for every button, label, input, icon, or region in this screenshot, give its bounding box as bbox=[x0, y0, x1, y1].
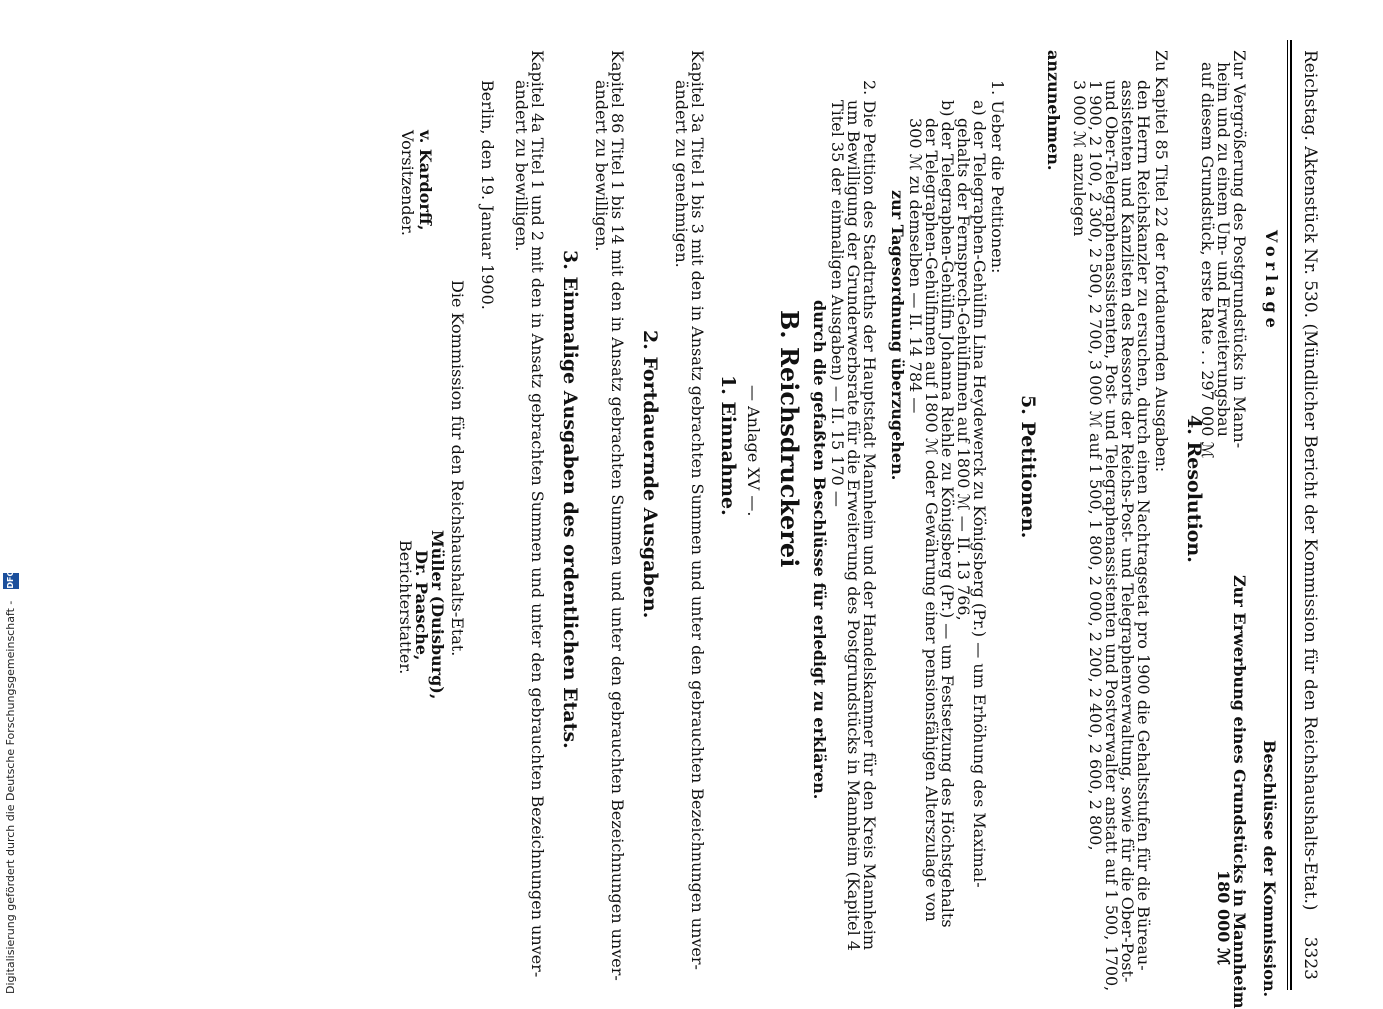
chair-role: Vorsitzender. bbox=[398, 130, 417, 237]
beschluesse-title: Beschlüsse der Kommission. bbox=[1260, 740, 1279, 998]
petition-2-line-1: 2. Die Petition des Stadtraths der Hauptstadt Mannheim und der Handelskammer für den Kreis Mannheim bbox=[860, 80, 879, 950]
footer-text: Digitalisierung gefördert durch die Deutsche Forschungsgemeinschaft - bbox=[4, 600, 17, 994]
petition-2-line-3: Titel 35 der einmaligen Ausgaben) — II. 15 170 — bbox=[828, 100, 847, 507]
closing-commission: Die Kommission für den Reichshaushalts-Etat. bbox=[448, 280, 467, 657]
section-b-1-line-1: Kapitel 3a Titel 1 bis 3 mit den in Ansatz gebrachten Summen und unter den gebrauchten Bezeichnungen unver- bbox=[688, 50, 707, 970]
resolution-line-3: assistenten und Kanzlisten des Ressorts der Reichs-Post- und Telegraphenverwaltung, sowie für die Ober-Post- bbox=[1118, 80, 1137, 983]
section-b-heading: B. Reichsdruckerei bbox=[775, 310, 804, 568]
vorlage-title: Vorlage bbox=[1262, 230, 1281, 333]
resolution-line-1: Zu Kapitel 85 Titel 22 der fortdauernden Ausgaben: bbox=[1152, 50, 1171, 473]
petition-1b-line-1: b) der Telegraphen-Gehülfin Johanna Riehle zu Königsberg (Pr.) — um Festsetzung des Höchstgehalts bbox=[938, 100, 957, 928]
resolution-line-7: anzunehmen. bbox=[1044, 50, 1063, 171]
section-b-3-line-2: ändert zu bewilligen. bbox=[512, 80, 531, 252]
dfg-logo: DFG bbox=[3, 573, 19, 589]
vorlage-line-3: auf diesem Grundstück, erste Rate . . 297 000 ℳ bbox=[1198, 62, 1217, 459]
petition-1b-line-2: der Telegraphen-Gehülfinnen auf 1800 ℳ oder Gewährung einer pensionsfähigen Alterszulage von bbox=[922, 118, 941, 922]
section-b-3-line-1: Kapitel 4a Titel 1 und 2 mit den in Ansatz gebrachten Summen und unter den gebrauchten Bezeichnungen unver- bbox=[528, 50, 547, 978]
petition-1-decision: zur Tagesordnung überzugehen. bbox=[888, 190, 907, 481]
header-rule bbox=[1290, 40, 1292, 990]
resolution-line-6: 3 000 ℳ anzulegen bbox=[1070, 80, 1089, 237]
resolution-heading: 4. Resolution. bbox=[1183, 415, 1205, 563]
reporter-role: Berichterstatter. bbox=[396, 540, 415, 675]
vorlage-line-1: Zur Vergrößerung des Postgrundstücks in Mann- bbox=[1230, 50, 1249, 449]
section-b-fortdauernde: 2. Fortdauernde Ausgaben. bbox=[639, 330, 661, 619]
resolution-line-4: und Ober-Telegraphenassistenten, Post- und Telegraphenassistenten und Postverwalter anstatt auf 1 500, 1700, bbox=[1102, 80, 1121, 992]
petition-2-decision: durch die gefaßten Beschlüsse für erledigt zu erklären. bbox=[810, 300, 829, 800]
petition-1: 1. Ueber die Petitionen: bbox=[988, 80, 1007, 274]
section-b-anlage: — Anlage XV —. bbox=[744, 385, 763, 517]
header-rule-thin bbox=[1287, 40, 1288, 990]
petition-1a-line-2: gehalts der Fernsprech-Gehülfinnen auf 1800 ℳ — II. 13 766, bbox=[954, 118, 973, 621]
section-b-einnahme: 1. Einnahme. bbox=[717, 375, 739, 516]
section-b-2-line-2: ändert zu bewilligen. bbox=[592, 80, 611, 252]
beschluss-line-1: Zur Erwerbung eines Grundstücks in Mannheim bbox=[1230, 575, 1249, 1009]
reporter-2: Dr. Paasche, bbox=[412, 550, 431, 661]
vorlage-line-2: heim und zu einem Um- und Erweiterungsbau bbox=[1214, 62, 1233, 437]
closing-date: Berlin, den 19. Januar 1900. bbox=[478, 80, 497, 310]
petition-1a-line-1: a) der Telegraphen-Gehülfin Lina Heydewerck zu Königsberg (Pr.) — um Erhöhung des Maximal- bbox=[970, 100, 989, 888]
digitization-footer bbox=[0, 0, 22, 1000]
petition-2-line-2: um Bewilligung der Grunderwerbsrate für die Erweiterung des Postgrundstücks in Mannheim (Kapitel 4 bbox=[844, 100, 863, 951]
document-page bbox=[0, 40, 1320, 1009]
page-number: 3323 bbox=[1300, 936, 1320, 980]
page-header: Reichstag. Aktenstück Nr. 530. (Mündlicher Bericht der Kommission für den Reichshaushalts-Etat.) bbox=[1300, 50, 1320, 911]
beschluss-amount: 180 000 ℳ bbox=[1214, 870, 1233, 966]
section-b-1-line-2: ändert zu genehmigen. bbox=[672, 80, 691, 268]
resolution-line-2: den Herrn Reichskanzler zu ersuchen, durch einen Nachtragsetat pro 1900 die Gehaltsstufen für die Büreau- bbox=[1134, 80, 1153, 971]
chair-name: v. Kardorff, bbox=[416, 130, 435, 231]
section-b-einmalige: 3. Einmalige Ausgaben des ordentlichen Etats. bbox=[559, 250, 581, 749]
reporter-1: Müller (Duisburg), bbox=[428, 530, 447, 700]
petitions-heading: 5. Petitionen. bbox=[1017, 395, 1039, 539]
petition-1b-line-3: 300 ℳ zu demselben — II. 14 784 — bbox=[906, 118, 925, 414]
resolution-line-5: 1 900, 2 100, 2 300, 2 500, 2 700, 3 000 ℳ auf 1 500, 1 800, 2 000, 2 200, 2 400, 2 600, 2 800, bbox=[1086, 80, 1105, 851]
section-b-2-line-1: Kapitel 86 Titel 1 bis 14 mit den in Ansatz gebrachten Summen und unter den gebrauchten Bezeichnungen unver- bbox=[608, 50, 627, 981]
